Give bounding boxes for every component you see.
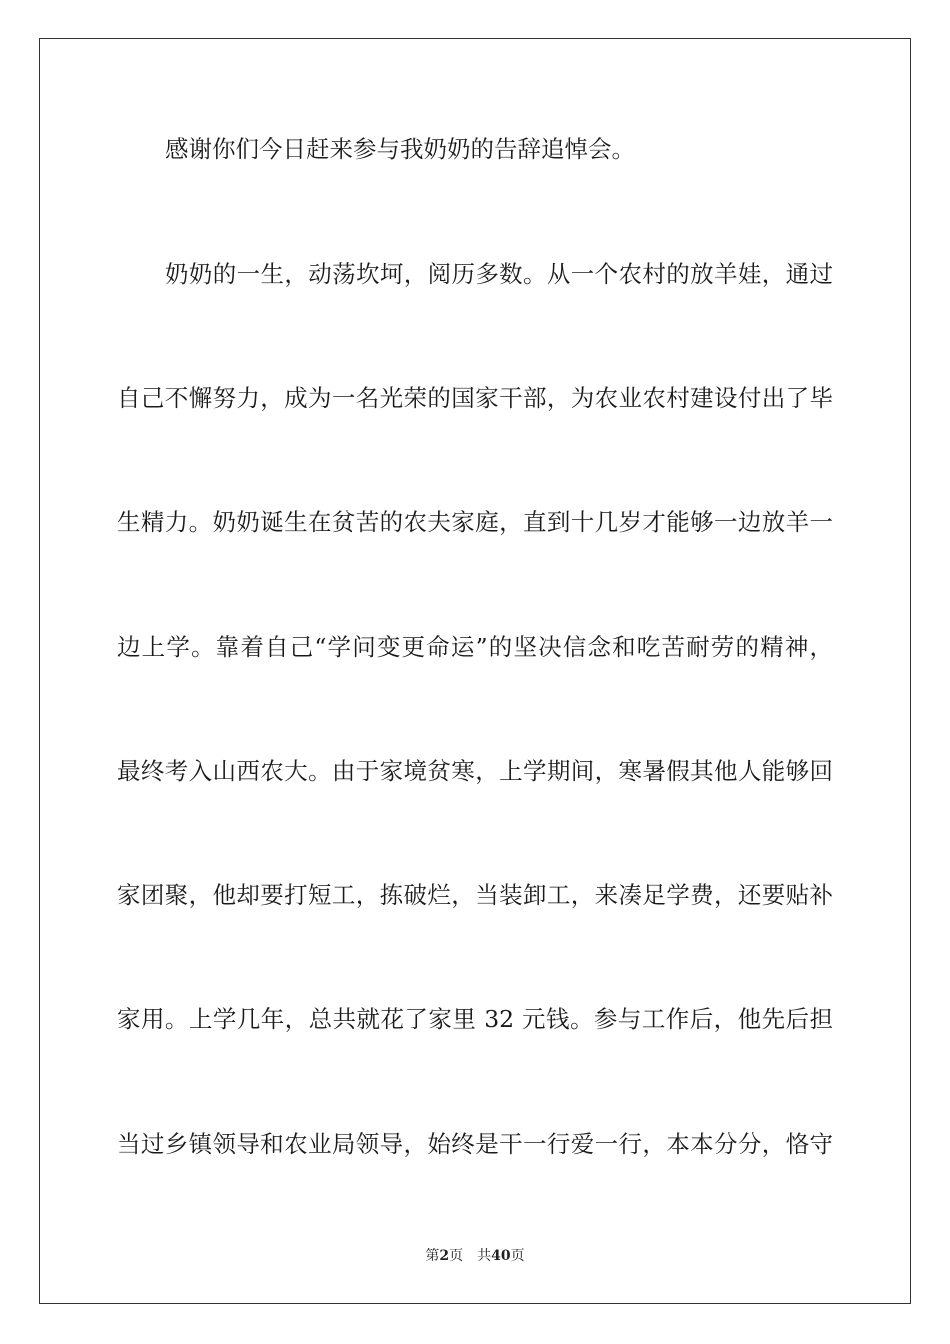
text-line-9: 当过乡镇领导和农业局领导，始终是干一行爱一行，本本分分，恪守	[117, 1130, 833, 1158]
text-line-7: 家团聚，他却要打短工，拣破烂，当装卸工，来凑足学费，还要贴补	[117, 881, 833, 909]
text-line-4: 生精力。奶奶诞生在贫苦的农夫家庭，直到十几岁才能够一边放羊一	[117, 508, 833, 536]
text-line-5: 边上学。靠着自己“学问变更命运”的坚决信念和吃苦耐劳的精神，	[117, 633, 833, 661]
total-pages: 40	[491, 1248, 511, 1264]
text-line-8: 家用。上学几年，总共就花了家里 32 元钱。参与工作后，他先后担	[117, 1005, 833, 1033]
page-suffix: 页	[449, 1248, 464, 1264]
page-border	[39, 38, 911, 1304]
total-suffix: 页	[510, 1248, 525, 1264]
text-line-1: 感谢你们今日赶来参与我奶奶的告辞追悼会。	[165, 135, 635, 163]
page-footer	[0, 1246, 950, 1266]
text-line-6: 最终考入山西农大。由于家境贫寒，上学期间，寒暑假其他人能够回	[117, 757, 833, 785]
page-prefix: 第	[425, 1248, 440, 1264]
total-prefix: 共	[477, 1248, 492, 1264]
page-number: 2	[439, 1248, 450, 1264]
text-line-3: 自己不懈努力，成为一名光荣的国家干部，为农业农村建设付出了毕	[117, 384, 833, 412]
text-line-2: 奶奶的一生，动荡坎坷，阅历多数。从一个农村的放羊娃，通过	[165, 260, 833, 288]
